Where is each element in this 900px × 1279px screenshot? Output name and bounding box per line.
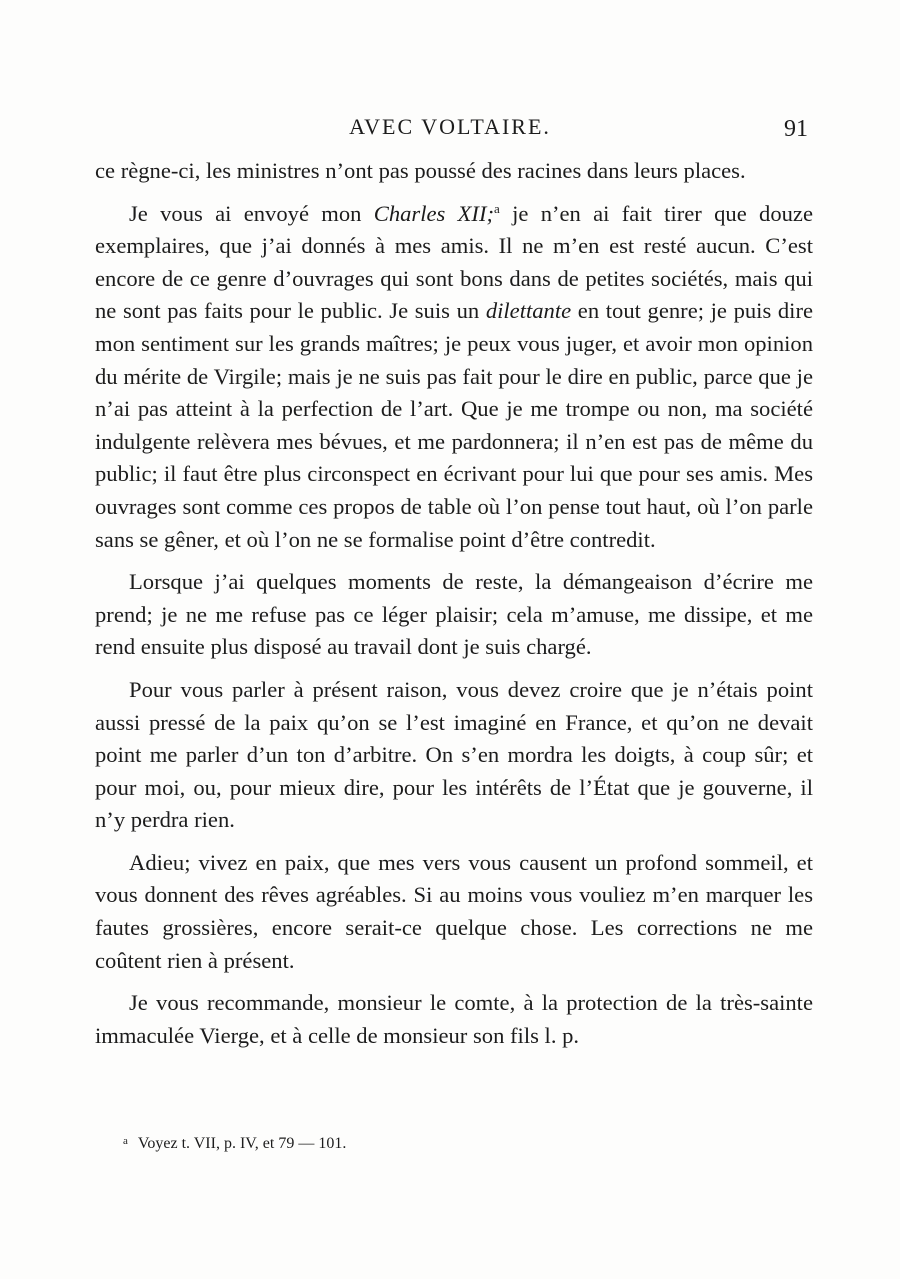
footnote xyxy=(123,1135,346,1153)
paragraph-1: ce règne-ci, les ministres n’ont pas poussé des racines dans leurs places. xyxy=(95,158,746,183)
footnote-mark: a xyxy=(123,1135,128,1147)
paragraph-3: Lorsque j’ai quelques moments de reste, la démangeaison d’écrire me prend; je ne me refuse pas ce léger plaisir; cela m’amuse, me dissipe, et me rend ensuite plus disposé au travail dont je suis chargé. xyxy=(95,569,813,660)
italic-dilettante: dilettante xyxy=(485,298,572,324)
paragraph-6: Je vous recommande, monsieur le comte, à la protection de la très-sainte immaculée Vierge, et à celle de monsieur son fils l. p. xyxy=(95,990,813,1048)
body-text xyxy=(95,155,813,1062)
footnote-reference: a xyxy=(494,200,500,216)
footnote-text: Voyez t. VII, p. IV, et 79 — 101. xyxy=(137,1135,347,1152)
book-title-charles-xii: Charles XII; xyxy=(373,200,494,226)
p2-text-before: Je vous ai envoyé mon xyxy=(129,200,374,226)
page-number: 91 xyxy=(784,116,808,142)
p2-text-after: en tout genre; je puis dire mon sentiment sur les grands maîtres; je peux vous juger, et avoir mon opinion du mérite de Virgile; mais je ne suis pas fait pour le dire en public, parce que je n’ai pas atteint à la perfection de l’art. Que je me trompe ou non, ma société indulgente relèvera mes bévues, et me pardonnera; il n’en est pas de même du public; il faut être plus circonspect en écrivant pour lui que pour ses amis. Mes ouvrages sont comme ces propos de table où l’on pense tout haut, où l’on parle sans se gêner, et où l’on ne se formalise point d’être contredit. xyxy=(95,298,814,552)
running-title: AVEC VOLTAIRE. xyxy=(349,114,551,139)
paragraph-2 xyxy=(95,198,813,557)
p2-text-middle: je n’en ai fait tirer que douze exemplaires, que j’ai donnés à mes amis. Il ne m’en est resté aucun. C’est encore de ce genre d’ouvrages qui sont bons dans de petites sociétés, mais qui ne sont pas faits pour le public. Je suis un xyxy=(95,200,813,324)
paragraph-5: Adieu; vivez en paix, que mes vers vous causent un profond sommeil, et vous donnent des rêves agréables. Si au moins vous vouliez m’en marquer les fautes grossières, encore serait-ce quelque chose. Les corrections ne me coûtent rien à présent. xyxy=(95,849,813,973)
paragraph-4: Pour vous parler à présent raison, vous devez croire que je n’étais point aussi pressé de la paix qu’on se l’est imaginé en France, et qu’on ne devait point me parler d’un ton d’arbitre. On s’en mordra les doigts, à coup sûr; et pour moi, ou, pour mieux dire, pour les intérêts de l’État que je gouverne, il n’y perdra rien. xyxy=(95,676,813,833)
